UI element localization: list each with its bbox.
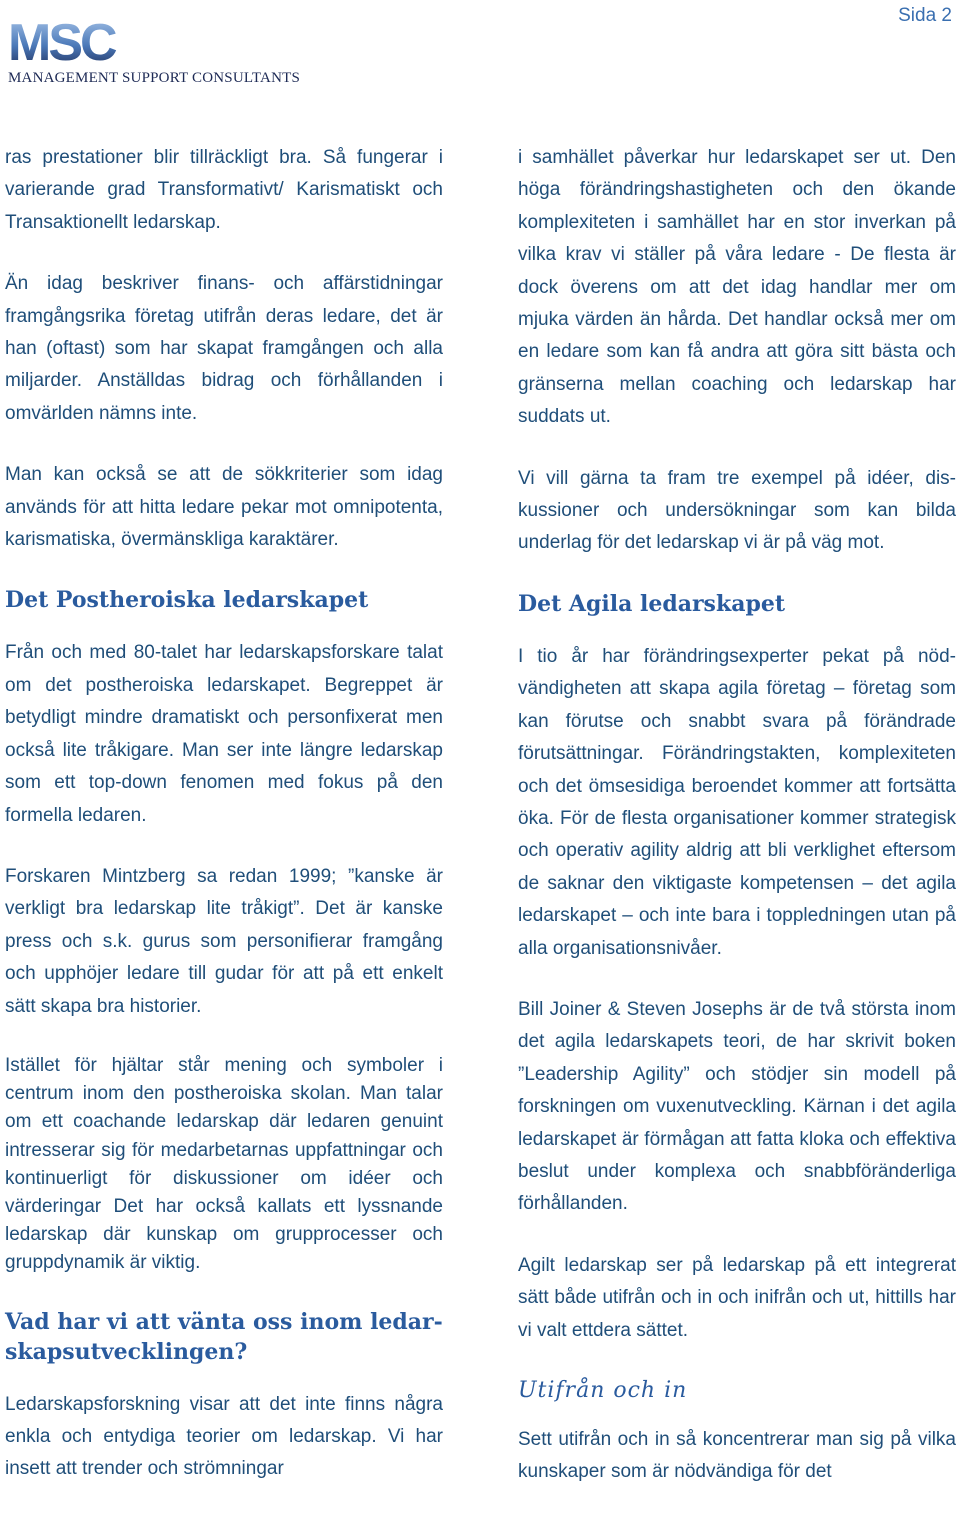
- paragraph: Forskaren Mintzberg sa redan 1999; ”kanske är verkligt bra ledarskap lite tråkigt”. Det är kanske press och s.k. gurus som personifierar framgång och upphöjer ledare till gudar för att på ett enkelt sätt skapa bra historier.: [5, 865, 443, 1017]
- paragraph: Ledarskapsforskning visar att det inte finns några enkla och entydiga teorier om ledarskap. Vi har insett att trender och strömningar: [5, 1393, 443, 1480]
- company-logo: [6, 10, 326, 90]
- paragraph: Vi vill gärna ta fram tre exempel på idéer, diskussioner och undersökningar som kan bilda underlag för det ledarskap vi är på väg mot.: [518, 467, 956, 554]
- right-column: [518, 142, 956, 1489]
- logo-text: MANAGEMENT SUPPORT CONSULTANTS: [8, 70, 301, 86]
- paragraph: Bill Joiner & Steven Josephs är de två största inom det agila ledarskapets teori, de har skrivit boken ”Leadership Agility” och stödjer sin modell på forskningen om vuxenutveckling. Kärnan i det agila ledarskapet är förmågan att fatta kloka och effektiva beslut under komplexa och snabbföränderliga förhållanden.: [518, 998, 956, 1215]
- svg-text:MSC: MSC: [8, 14, 115, 70]
- paragraph: Istället för hjältar står mening och symboler i centrum inom den postheroiska skolan. Man talar om ett coachande ledarskap där ledaren genuint intresserar sig för medarbetarnas uppfattningar och kontinuerligt för diskussioner om idéer och värderingar Det har också kallats ett lyssnande ledarskap där kunskap om grupprocesser och gruppdynamik är viktig.: [5, 1054, 443, 1274]
- paragraph: I tio år har förändringsexperter pekat på nödvändigheten att skapa agila företag – företag som kan förutse och snabbt svara på förändrade förutsättningar. Förändringstakten, komplexiteten och det ömsesidiga beroendet kommer att fortsätta öka. För de flesta organisationer kommer strategisk och operativ agility aldrig att bli verklighet eftersom de saknar den viktigaste kompetensen – det agila ledarskapet – och inte bara i toppledningen utan på alla organisationsnivåer.: [518, 645, 956, 959]
- section-heading-agile: Det Agila ledarskapet: [518, 590, 785, 617]
- paragraph: Man kan också se att de sökkriterier som idag används för att hitta ledare pekar mot omnipotenta, karismatiska, övermänskliga karaktärer.: [5, 464, 443, 551]
- section-heading-postheroic: Det Postheroiska ledarskapet: [5, 587, 369, 614]
- paragraph: Sett utifrån och in så koncentrerar man sig på vilka kunskaper som är nödvändiga för det: [518, 1429, 956, 1483]
- page-number: Sida 2: [898, 5, 952, 26]
- paragraph: Agilt ledarskap ser på ledarskap på ett integrerat sätt både utifrån och in och inifrån och ut, hittills har vi valt ettdera sättet.: [518, 1254, 956, 1341]
- section-heading-future: Vad har vi att vänta oss inom ledarskapsutvecklingen?: [5, 1308, 443, 1365]
- paragraph: ras prestationer blir tillräckligt bra. Så fungerar i varierande grad Transformativt/ Karismatiskt och Transaktionellt ledarskap.: [5, 147, 443, 233]
- paragraph: i samhället påverkar hur ledarskapet ser ut. Den höga förändringshastigheten och den ökande komplexiteten i samhället har en stor inverkan på vilka krav vi ställer på våra ledare - De flesta är dock överens om att det idag handlar mer om mjuka värden än hårda. Det handlar också mer om en ledare som kan få andra att göra sitt bästa och gränserna mellan coaching och ledarskap har suddats ut.: [518, 147, 956, 428]
- msc-logo-mark-icon: [6, 10, 126, 70]
- subheading-outside-in: Utifrån och in: [518, 1378, 688, 1403]
- left-column: [5, 142, 443, 1486]
- paragraph: Från och med 80-talet har ledarskapsforskare talat om det postheroiska ledarskapet. Begreppet är betydligt mindre dramatiskt och personfixerat men också lite tråkigare. Man ser inte längre ledarskap som ett top-down fenomen med fokus på den formella ledaren.: [5, 642, 443, 826]
- paragraph: Än idag beskriver finans- och affärstidningar framgångsrika företag utifrån deras ledare, det är han (oftast) som har skapat framgången och alla miljarder. Anställdas bidrag och förhållanden i omvärlden nämns inte.: [5, 273, 443, 424]
